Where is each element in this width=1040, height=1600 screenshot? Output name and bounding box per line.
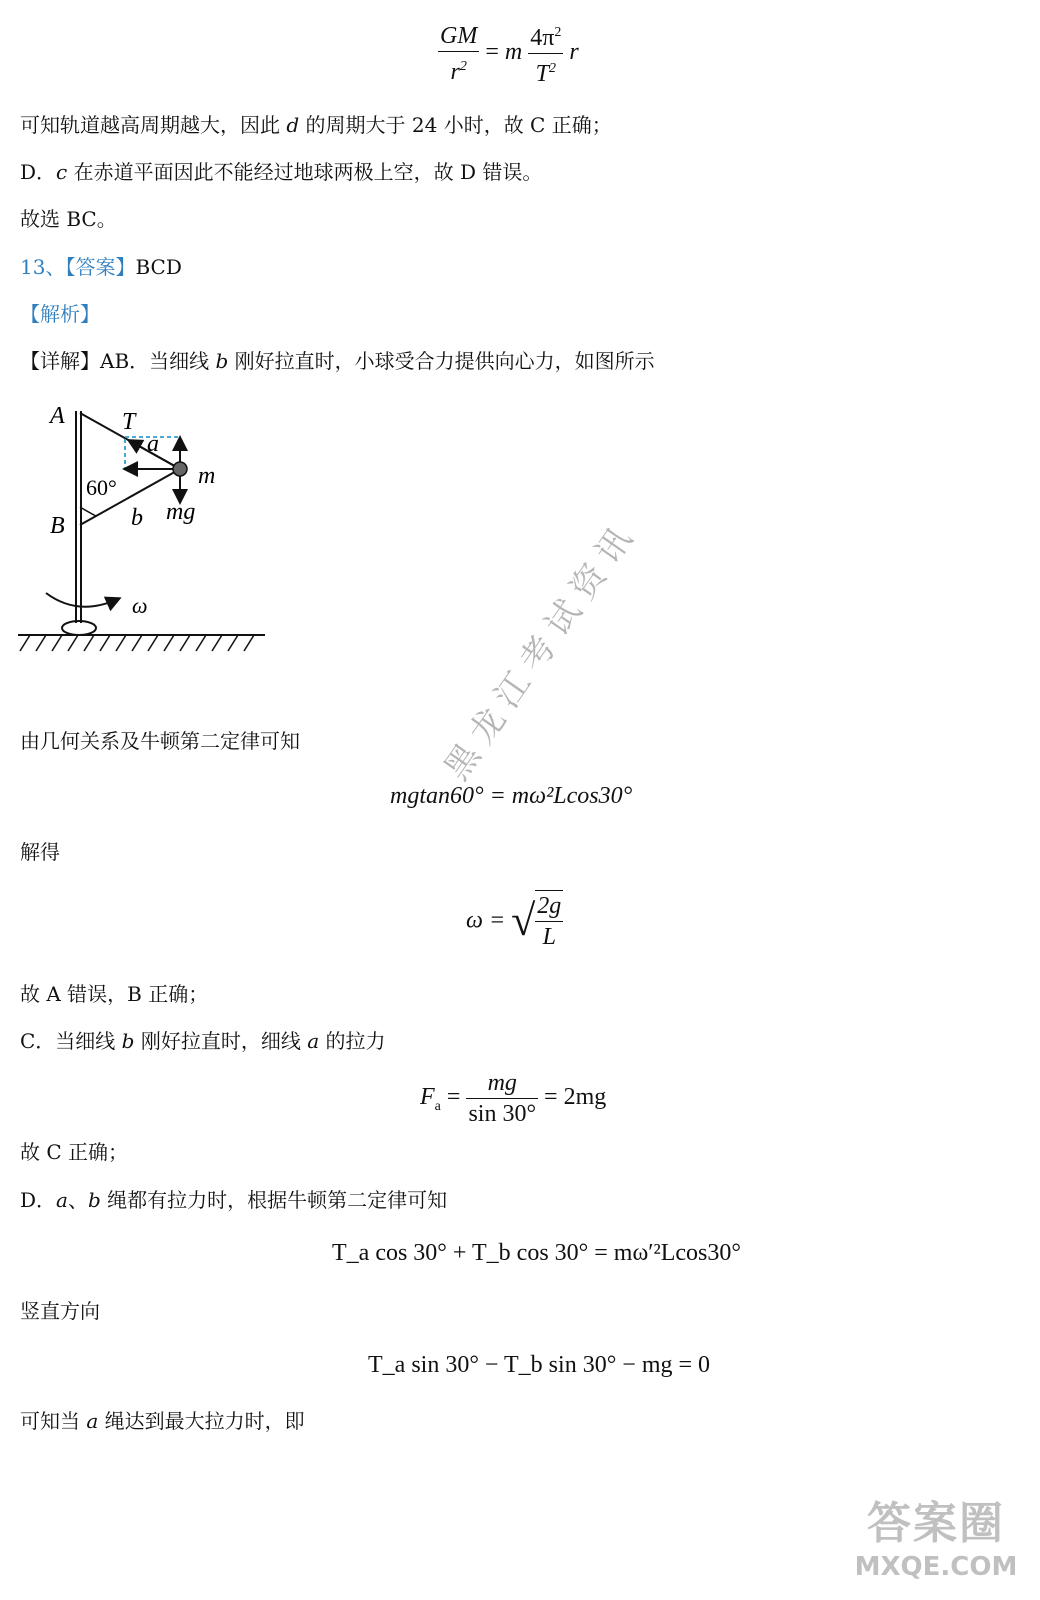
label-b: b bbox=[131, 505, 143, 531]
label-angle: 60° bbox=[86, 475, 117, 500]
label-m: m bbox=[198, 463, 216, 489]
label-a: a bbox=[147, 431, 159, 457]
eq-kepler-tail: r bbox=[569, 39, 579, 66]
physics-figure bbox=[0, 395, 300, 665]
angle-arc bbox=[80, 507, 96, 516]
eq-kepler-eq: = bbox=[485, 39, 499, 66]
label-B: B bbox=[50, 513, 65, 539]
ground-hatch bbox=[20, 635, 254, 651]
site-logo bbox=[846, 1496, 1026, 1592]
line-geometry: 由几何关系及牛顿第二定律可知 bbox=[20, 729, 300, 753]
sqrt-sign: √ bbox=[511, 896, 536, 945]
line-option-d: D．c 在赤道平面因此不能经过地球两极上空，故 D 错误。 bbox=[20, 160, 543, 184]
line-ab: 故 A 错误，B 正确； bbox=[20, 982, 209, 1006]
label-T: T bbox=[122, 409, 136, 435]
watermark: 黑龙江考试资讯 bbox=[436, 512, 646, 788]
line-option-d2: D．a、b 绳都有拉力时，根据牛顿第二定律可知 bbox=[20, 1188, 448, 1212]
eq-kepler-coef: m bbox=[504, 39, 523, 66]
equation-tan: mgtan60° = mω²Lcos30° bbox=[390, 783, 633, 809]
equation-omega: ω = √ $\frac{2g}{L}$ bbox=[466, 890, 563, 952]
label-mg: mg bbox=[166, 499, 196, 525]
pole-base bbox=[62, 621, 96, 635]
line-option-c: C．当细线 b 刚好拉直时，细线 a 的拉力 bbox=[20, 1029, 386, 1053]
q13-answer-line bbox=[20, 255, 182, 279]
detail-line: 【详解】AB．当细线 b 刚好拉直时，小球受合力提供向心力，如图所示 bbox=[20, 349, 655, 373]
line-solve: 解得 bbox=[20, 840, 60, 864]
label-omega: ω bbox=[132, 593, 148, 618]
eq-kepler-rhs-num: 4π bbox=[530, 25, 555, 51]
eq-kepler-rhs-den: T bbox=[535, 61, 549, 87]
eq-kepler-lhs-num: GM bbox=[438, 21, 479, 52]
eq-kepler-lhs-den: r bbox=[450, 58, 460, 85]
line-period: 可知轨道越高周期越大，因此 d 的周期大于 24 小时，故 C 正确； bbox=[20, 113, 612, 137]
equation-horizontal: T_a cos 30° + T_b cos 30° = mω′²Lcos30° bbox=[332, 1240, 741, 1266]
equation-kepler: $\frac{GM}{r^2}$ = m $\frac{4\pi^2}{T^2}$ r bbox=[438, 18, 579, 89]
line-vertical: 竖直方向 bbox=[20, 1299, 100, 1323]
logo-url: MXQE.COM bbox=[854, 1552, 1018, 1582]
line-last: 可知当 a 绳达到最大拉力时，即 bbox=[20, 1409, 305, 1433]
q13-answer: BCD bbox=[135, 255, 182, 279]
logo-text: 答案圈 bbox=[867, 1498, 1005, 1549]
line-c-ok: 故 C 正确； bbox=[20, 1140, 129, 1164]
equation-vertical: T_a sin 30° − T_b sin 30° − mg = 0 bbox=[368, 1352, 711, 1378]
ball bbox=[173, 462, 187, 476]
line-choose: 故选 BC。 bbox=[20, 207, 117, 231]
label-A: A bbox=[50, 403, 65, 429]
answer-tag: 【答案】 bbox=[65, 255, 136, 279]
q13-number: 13、 bbox=[20, 255, 66, 279]
analysis-tag: 【解析】 bbox=[20, 302, 100, 326]
equation-fa: $F_a$ = $\frac{mg}{\sin 30^\circ}$ = 2mg bbox=[420, 1070, 607, 1127]
